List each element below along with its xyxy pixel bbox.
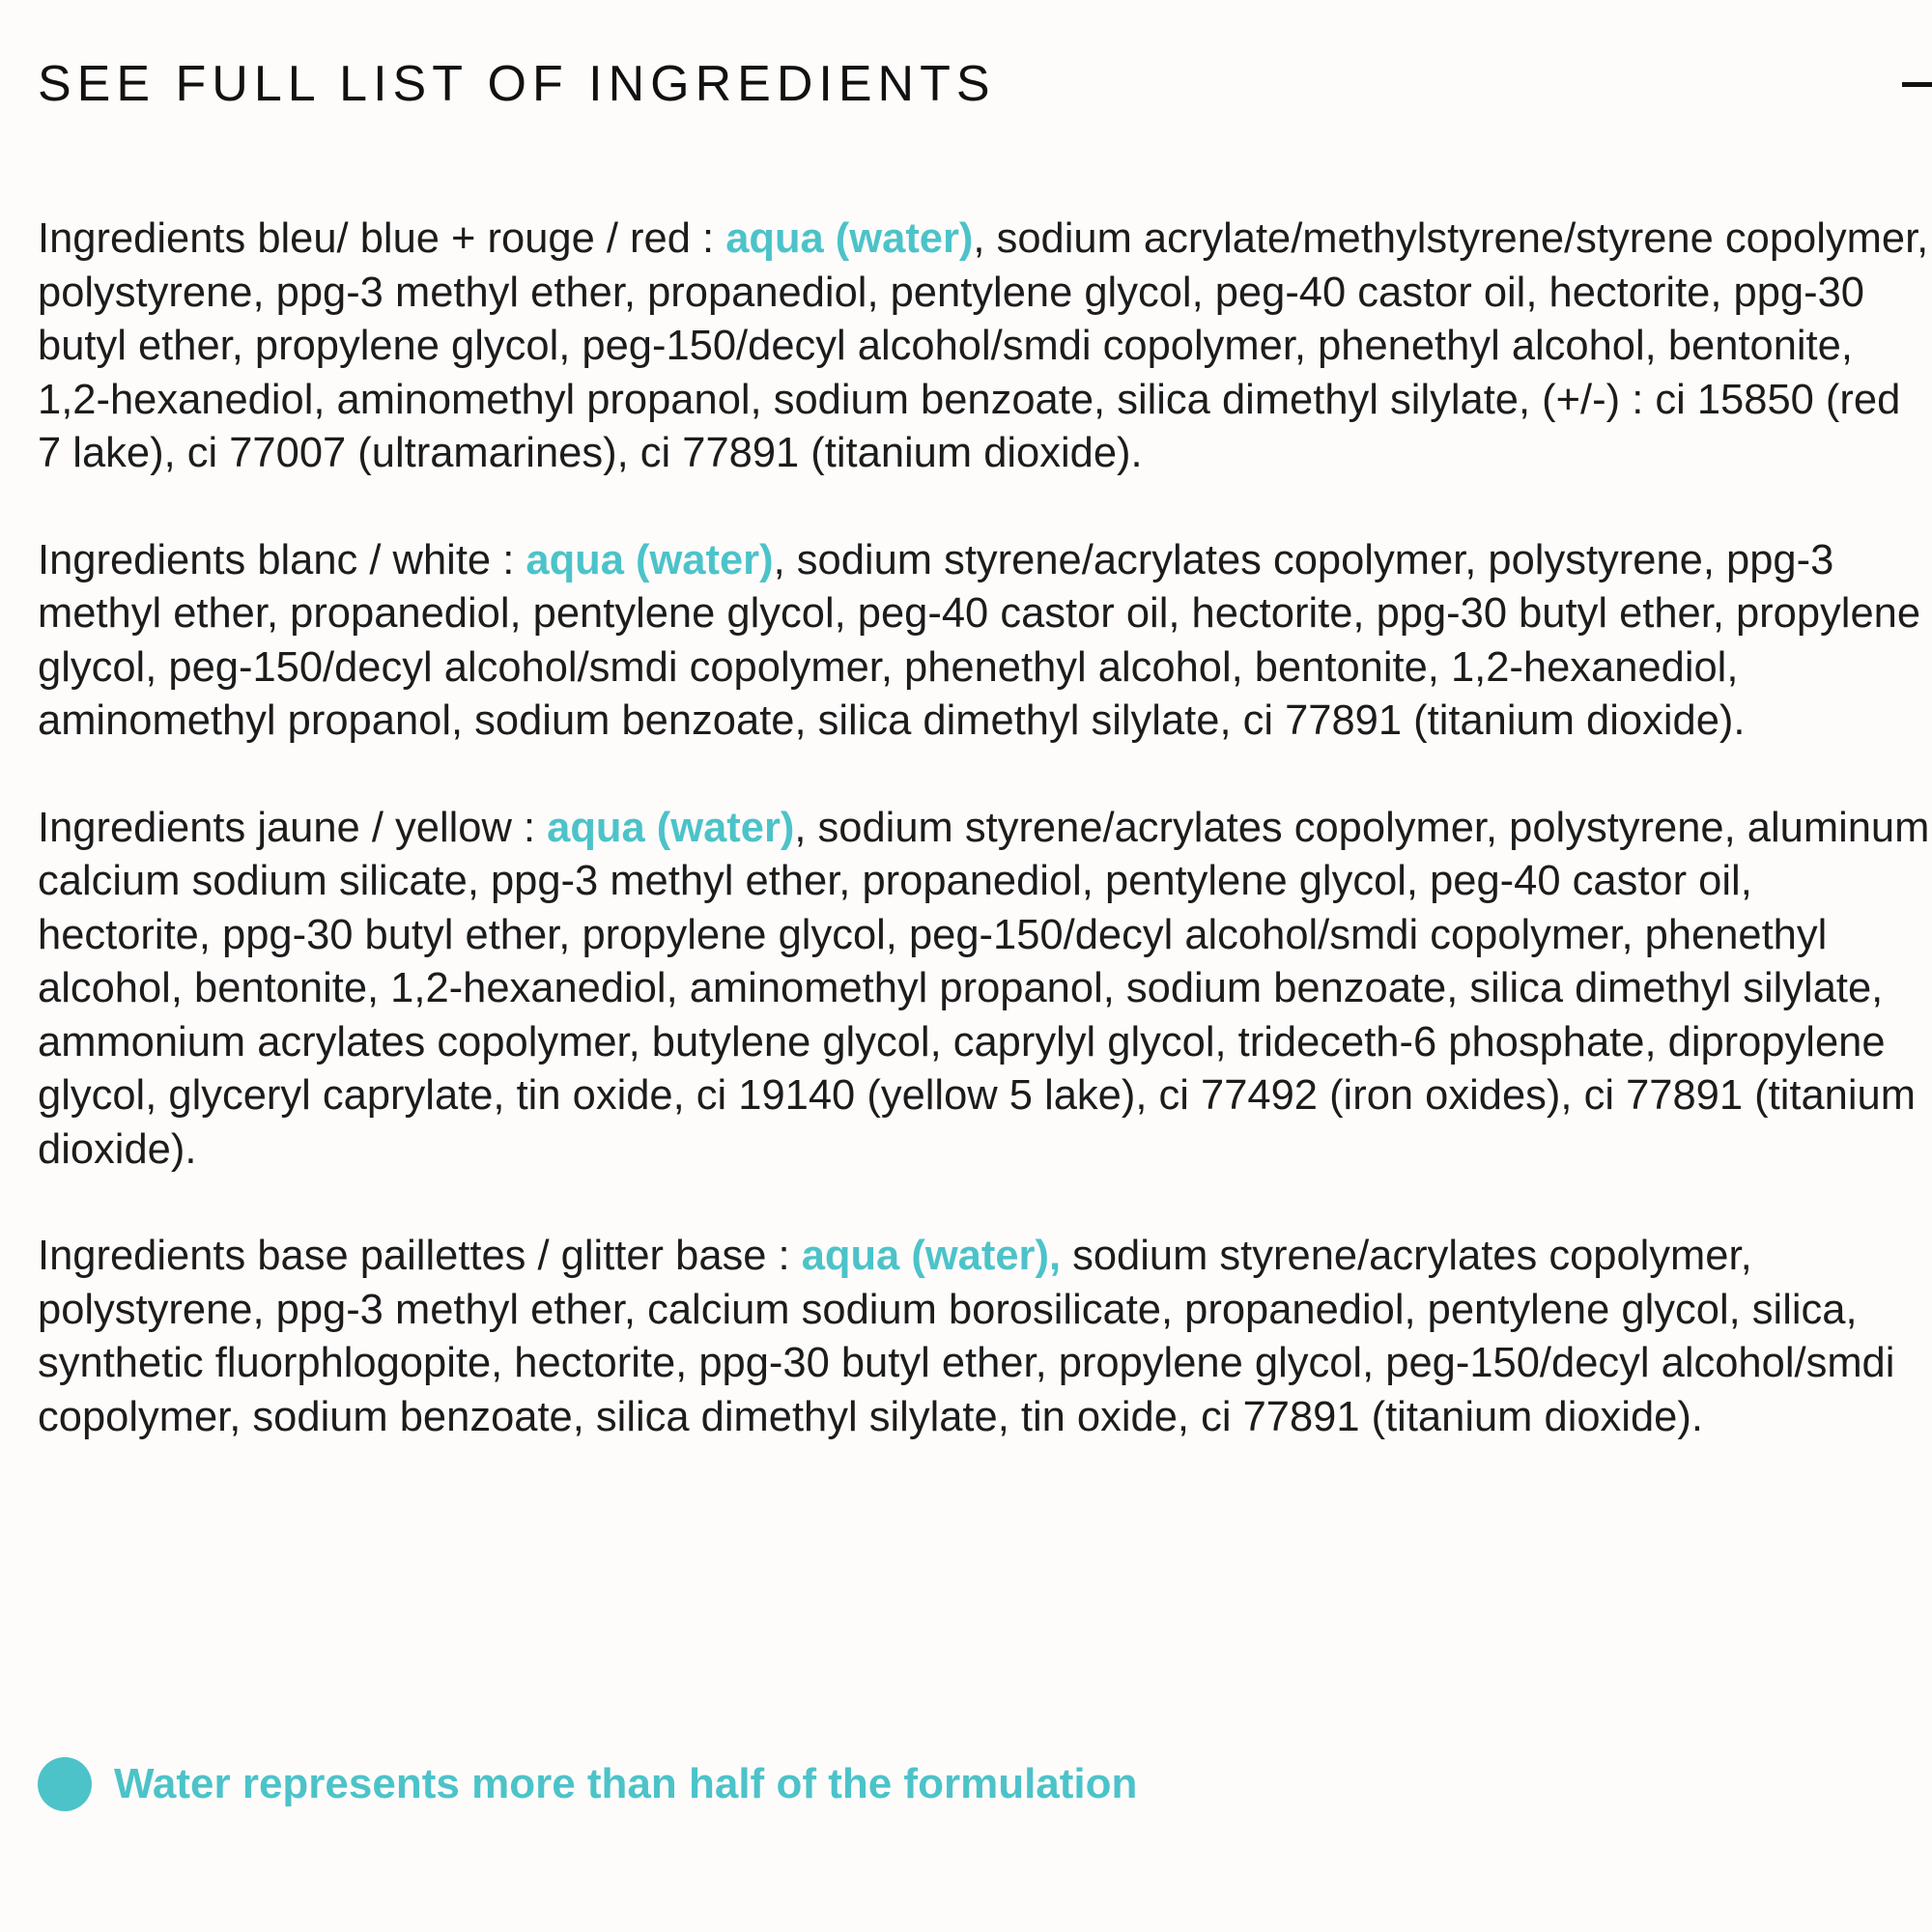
ingredients-label: Ingredients base paillettes / glitter base : xyxy=(38,1233,802,1279)
water-footnote xyxy=(38,1755,1137,1813)
footnote-text: Water represents more than half of the formulation xyxy=(114,1760,1138,1807)
minus-icon[interactable] xyxy=(1902,82,1932,87)
ingredients-content xyxy=(38,213,1931,1497)
ingredients-list: , sodium styrene/acrylates copolymer, polystyrene, aluminum calcium sodium silicate, ppg-3 methyl ether, propanediol, pentylene glycol, peg-40 castor oil, hectorite, ppg-30 butyl ether, propylene glycol, peg-150/decyl alcohol/smdi copolymer, phenethyl alcohol, bentonite, 1,2-hexanediol, aminomethyl propanol, sodium benzoate, silica dimethyl silylate, ammonium acrylates copolymer, butylene glycol, caprylyl glycol, trideceth-6 phosphate, dipropylene glycol, glyceryl caprylate, tin oxide, ci 19140 (yellow 5 lake), ci 77492 (iron oxides), ci 77891 (titanium dioxide). xyxy=(38,804,1930,1173)
ingredients-panel xyxy=(38,0,1932,1932)
ingredients-accordion-header[interactable] xyxy=(38,50,1932,118)
aqua-highlight: aqua (water) xyxy=(547,804,795,851)
aqua-highlight: aqua (water), xyxy=(801,1233,1062,1279)
aqua-highlight: aqua (water) xyxy=(725,215,974,262)
accordion-title: SEE FULL LIST OF INGREDIENTS xyxy=(38,56,996,112)
ingredients-label: Ingredients jaune / yellow : xyxy=(38,804,548,851)
ingredients-white xyxy=(38,534,1931,749)
ingredients-label: Ingredients bleu/ blue + rouge / red : xyxy=(38,215,726,262)
aqua-highlight: aqua (water) xyxy=(526,536,774,583)
dot-icon xyxy=(38,1757,92,1811)
ingredients-blue-red xyxy=(38,213,1931,481)
ingredients-list: sodium styrene/acrylates copolymer, polystyrene, ppg-3 methyl ether, calcium sodium borosilicate, propanediol, pentylene glycol, silica, synthetic fluorphlogopite, hectorite, ppg-30 butyl ether, propylene glycol, peg-150/decyl alcohol/smdi copolymer, sodium benzoate, silica dimethyl silylate, tin oxide, ci 77891 (titanium dioxide). xyxy=(38,1233,1895,1440)
ingredients-list: , sodium acrylate/methylstyrene/styrene copolymer, polystyrene, ppg-3 methyl ether, propanediol, pentylene glycol, peg-40 castor oil, hectorite, ppg-30 butyl ether, propylene glycol, peg-150/decyl alcohol/smdi copolymer, phenethyl alcohol, bentonite, 1,2-hexanediol, aminomethyl propanol, sodium benzoate, silica dimethyl silylate, (+/-) : ci 15850 (red 7 lake), ci 77007 (ultramarines), ci 77891 (titanium dioxide). xyxy=(38,215,1929,476)
ingredients-glitter-base xyxy=(38,1230,1931,1444)
ingredients-list: , sodium styrene/acrylates copolymer, polystyrene, ppg-3 methyl ether, propanediol, pentylene glycol, peg-40 castor oil, hectorite, ppg-30 butyl ether, propylene glycol, peg-150/decyl alcohol/smdi copolymer, phenethyl alcohol, bentonite, 1,2-hexanediol, aminomethyl propanol, sodium benzoate, silica dimethyl silylate, ci 77891 (titanium dioxide). xyxy=(38,536,1921,744)
ingredients-label: Ingredients blanc / white : xyxy=(38,536,526,583)
ingredients-yellow xyxy=(38,802,1931,1178)
